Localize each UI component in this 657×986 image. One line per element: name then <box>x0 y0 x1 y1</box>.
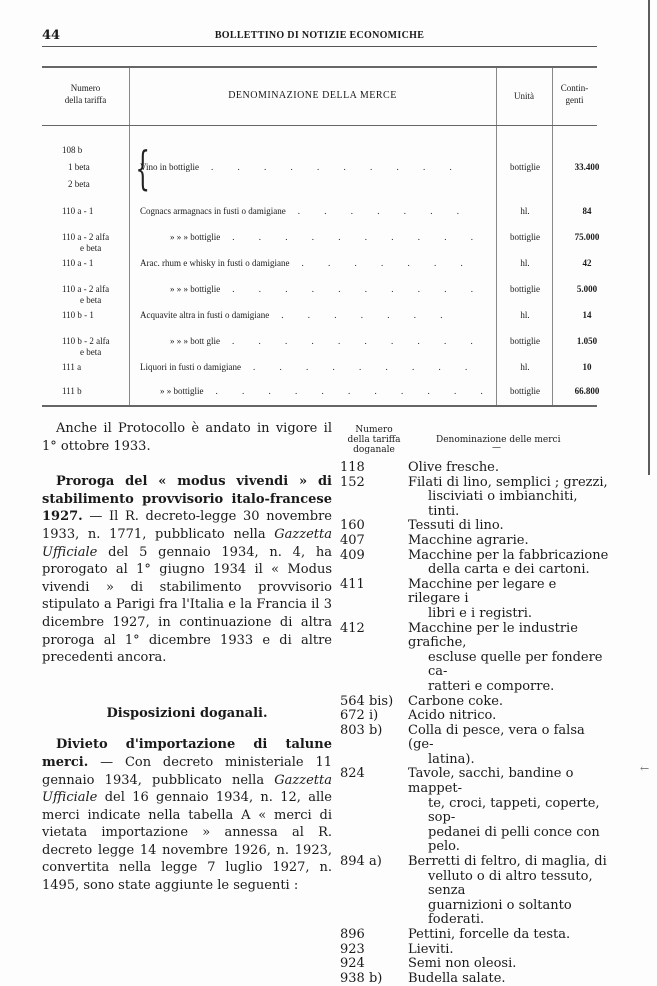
header-tariff-number <box>42 82 129 106</box>
description-text: » » » bottiglie <box>170 232 221 242</box>
body-text: — Il R. decreto-legge 30 novembre 1933, n. 1771, pubblicato nella <box>42 509 332 542</box>
header-text: Contin- <box>560 83 589 93</box>
row-description <box>170 336 484 346</box>
description-line: Budella salate. <box>408 970 506 986</box>
description-line: Macchine agrarie. <box>408 532 529 548</box>
tariff-number: 938 b) <box>340 970 383 986</box>
goods-description <box>408 928 610 943</box>
goods-list-header <box>340 425 610 461</box>
tariff-number: 118 <box>340 460 365 475</box>
row-code <box>62 336 110 358</box>
description-text: » » » bottiglie <box>170 284 221 294</box>
row-description <box>160 386 494 396</box>
code-text: 110 a - 1 <box>62 258 94 268</box>
row-unit: bottiglie <box>510 162 540 172</box>
row-unit: hl. <box>520 206 530 216</box>
description-line: Tavole, sacchi, bandine o mappet- <box>408 766 574 797</box>
row-description <box>140 206 470 216</box>
row-quota: 42 <box>582 258 592 268</box>
leader-dots: . . . . . . . . . . . <box>215 386 494 396</box>
leader-dots: . . . . . . . . . . <box>232 232 484 242</box>
row-unit: hl. <box>520 362 530 372</box>
goods-description <box>408 709 610 724</box>
goods-description <box>408 695 610 710</box>
table-row <box>42 336 597 362</box>
row-quota: 14 <box>582 310 592 320</box>
code-text: 111 b <box>62 386 82 396</box>
tariff-number: 894 a) <box>340 854 382 870</box>
description-line: Tessuti di lino. <box>408 518 504 534</box>
table-row <box>42 284 597 310</box>
description-line: guarnizioni o soltanto foderati. <box>428 897 572 928</box>
list-item <box>340 549 610 578</box>
header-quota <box>552 82 597 106</box>
description-text: Cognacs armagnacs in fusti o damigiane <box>140 206 286 216</box>
row-code <box>62 310 94 321</box>
code-text: e beta <box>80 243 102 253</box>
description-line: lisciviati o imbianchiti, tinti. <box>428 489 578 519</box>
row-quota: 84 <box>582 206 592 216</box>
tariff-number: 824 <box>340 766 365 782</box>
goods-description <box>408 855 610 928</box>
tariff-number: 803 b) <box>340 722 383 738</box>
description-line: Colla di pesce, vera o falsa (ge- <box>408 722 585 753</box>
list-item <box>340 957 610 972</box>
header-text: genti <box>565 95 584 105</box>
proroga-title: Proroga del « modus vivendi » di stabilimento provvisorio italo-francese 1927. <box>42 474 332 525</box>
description-text: » » » bott glie <box>170 336 220 346</box>
row-quota: 10 <box>582 362 592 372</box>
list-item <box>340 622 610 695</box>
header-text: Numero <box>355 425 393 435</box>
description-line: escluse quelle per fondere ca- <box>428 649 603 680</box>
tariff-number: 564 bis) <box>340 693 394 709</box>
description-line: della carta e dei cartoni. <box>428 562 590 578</box>
description-line: pedanei di pelli conce con pelo. <box>428 824 600 855</box>
description-line: Carbone coke. <box>408 693 504 709</box>
brace-icon: { <box>135 141 150 195</box>
row-code <box>62 362 81 373</box>
tariff-number: 923 <box>340 941 365 957</box>
leader-dots: . . . . . . . . . . <box>232 336 484 346</box>
goods-description <box>408 549 610 578</box>
row-quota: 75.000 <box>574 232 600 242</box>
row-unit: bottiglie <box>510 232 540 242</box>
row-quota: 1.050 <box>576 336 598 346</box>
row-code <box>62 232 109 254</box>
description-line: Lieviti. <box>408 941 454 957</box>
section-title: Disposizioni doganali. <box>106 705 268 721</box>
goods-description <box>408 943 610 958</box>
tariff-number: 411 <box>340 576 365 592</box>
description-line: velluto o di altro tessuto, senza <box>428 868 593 899</box>
tariff-number: 152 <box>340 474 365 490</box>
list-item <box>340 519 610 534</box>
tariff-number: 672 i) <box>340 708 379 724</box>
list-item <box>340 943 610 958</box>
list-item <box>340 534 610 549</box>
gazzetta-reference: Gazzetta Ufficiale <box>42 772 332 806</box>
header-dash: — <box>492 443 501 453</box>
row-code <box>62 284 109 306</box>
tariff-subcode: 2 beta <box>68 179 90 189</box>
margin-mark-icon: ← <box>640 762 650 775</box>
row-description <box>140 362 478 372</box>
goods-list <box>340 461 610 986</box>
list-item <box>340 695 610 710</box>
list-item <box>340 724 610 768</box>
tariff-number: 412 <box>340 620 365 636</box>
tariff-subcode: 1 beta <box>68 162 90 172</box>
list-item <box>340 709 610 724</box>
row-quota: 5.000 <box>576 284 598 294</box>
description-line: Acido nitrico. <box>408 708 497 724</box>
code-text: 110 a - 2 alfa <box>62 232 110 242</box>
page-edge <box>648 0 650 475</box>
running-title: BOLLETTINO DI NOTIZIE ECONOMICHE <box>214 30 425 41</box>
code-text: e beta <box>80 295 102 305</box>
table-row <box>42 162 600 188</box>
tariff-number: 409 <box>340 547 365 563</box>
list-item <box>340 578 610 622</box>
list-item <box>340 972 610 986</box>
row-unit: bottiglie <box>510 386 540 396</box>
paragraph-proroga <box>42 473 332 667</box>
description-line: Macchine per legare e rilegare i <box>408 576 557 607</box>
code-text: 110 b - 1 <box>62 310 94 320</box>
header-text: doganale <box>353 445 395 455</box>
description-line: Macchine per le industrie grafiche, <box>408 620 578 651</box>
description-text: » » bottiglie <box>160 386 204 396</box>
header-description: DENOMINAZIONE DELLA MERCE <box>228 90 397 101</box>
row-description <box>140 258 474 268</box>
paragraph-protocol: Anche il Protocollo è andato in vigore il 1° ottobre 1933. <box>42 421 332 454</box>
description-line: Berretti di feltro, di maglia, di <box>408 854 607 870</box>
row-quota: 66.800 <box>574 386 600 396</box>
code-text: 110 a - 2 alfa <box>62 284 110 294</box>
table-row <box>42 310 597 336</box>
row-code <box>62 386 82 397</box>
row-description <box>170 284 484 294</box>
tariff-number: 160 <box>340 518 365 534</box>
row-unit: bottiglie <box>510 284 540 294</box>
header-tariff-number <box>340 425 408 455</box>
code-text: e beta <box>80 347 102 357</box>
body-text: — Con decreto ministeriale 11 gennaio 1934, pubblicato nella <box>42 754 332 788</box>
table-row <box>42 258 597 284</box>
list-item <box>340 767 610 855</box>
row-quota: 33.400 <box>574 162 600 172</box>
header-text: della tariffa <box>347 435 401 445</box>
tariff-code: 108 b <box>62 145 83 155</box>
table-row <box>42 232 600 258</box>
leader-dots: . . . . . . . . . . <box>232 284 484 294</box>
description-line: latina). <box>428 751 475 767</box>
row-unit: bottiglie <box>510 336 540 346</box>
goods-description <box>408 461 610 476</box>
right-column-goods-list <box>340 425 610 986</box>
goods-description <box>408 957 610 972</box>
row-code <box>62 206 93 217</box>
row-description <box>140 162 463 172</box>
description-line: Filati di lino, semplici ; grezzi, <box>408 474 608 490</box>
header-text: della tariffa <box>64 95 107 105</box>
description-line: Olive fresche. <box>408 460 500 475</box>
goods-description <box>408 476 610 520</box>
description-line: Semi non oleosi. <box>408 956 517 972</box>
tariff-number: 896 <box>340 927 365 942</box>
body-text: del 5 gennaio 1934, n. 4, ha prorogato al 1° giugno 1934 il « Modus vivendi » di stabilimento provvisorio stipulato a Parigi fra l'Italia e la Francia il 3 dicembre 1927, in continuazione di altra proroga al 1° dicembre 1933 e di altre precedenti ancora. <box>42 544 332 666</box>
description-text: Liquori in fusti o damigiane <box>140 362 241 372</box>
page-header <box>42 28 597 47</box>
goods-description <box>408 519 610 534</box>
description-line: Pettini, forcelle da testa. <box>408 927 571 942</box>
goods-description <box>408 578 610 622</box>
leader-dots: . . . . . . . <box>297 206 470 216</box>
divieto-title: Divieto d'importazione di talune merci. <box>42 737 332 770</box>
code-text: 111 a <box>62 362 82 372</box>
row-unit: hl. <box>520 258 530 268</box>
leader-dots: . . . . . . . . . . <box>210 162 463 172</box>
header-description: Denominazione delle merci <box>436 435 561 445</box>
description-line: libri e i registri. <box>428 605 533 621</box>
list-item <box>340 928 610 943</box>
code-text: 110 b - 2 alfa <box>62 336 110 346</box>
goods-description <box>408 767 610 855</box>
description-line: ratteri e comporre. <box>428 678 555 694</box>
page-number: 44 <box>42 28 61 43</box>
description-line: Macchine per la fabbricazione <box>408 547 609 563</box>
header-rule <box>42 125 597 126</box>
left-column <box>42 420 332 895</box>
list-item <box>340 476 610 520</box>
tariff-number: 924 <box>340 956 365 972</box>
goods-description <box>408 972 610 986</box>
row-unit: hl. <box>520 310 530 320</box>
row-description <box>140 310 453 320</box>
row-code <box>62 258 93 269</box>
leader-dots: . . . . . . . . . <box>252 362 479 372</box>
list-item <box>340 461 610 476</box>
goods-description <box>408 534 610 549</box>
table-row <box>42 362 597 388</box>
table-row <box>42 386 600 412</box>
tariff-number: 407 <box>340 532 365 548</box>
code-text: 110 a - 1 <box>62 206 94 216</box>
body-text: del 16 gennaio 1934, n. 12, alle merci indicate nella tabella A « merci di vietata importazione » annessa al R. decreto legge 14 novembre 1926, n. 1923, convertita nella legge 7 luglio 1927, n. 1495, sono state aggiunte le seguenti : <box>42 790 332 894</box>
description-line: te, croci, tappeti, coperte, sop- <box>428 795 600 826</box>
leader-dots: . . . . . . . <box>301 258 474 268</box>
description-text: Vino in bottiglie <box>140 162 199 172</box>
table-row <box>42 206 597 232</box>
goods-description <box>408 622 610 695</box>
paragraph-divieto <box>42 736 332 894</box>
description-text: Acquavite altra in fusti o damigiane <box>140 310 270 320</box>
gazzetta-reference: Gazzetta Ufficiale <box>42 526 332 560</box>
header-text: Numero <box>70 83 101 93</box>
list-item <box>340 855 610 928</box>
description-text: Arac. rhum e whisky in fusti o damigiane <box>140 258 290 268</box>
leader-dots: . . . . . . . <box>281 310 454 320</box>
goods-description <box>408 724 610 768</box>
header-unit: Unità <box>514 91 534 101</box>
row-description <box>170 232 484 242</box>
tariff-quota-table <box>42 66 600 407</box>
